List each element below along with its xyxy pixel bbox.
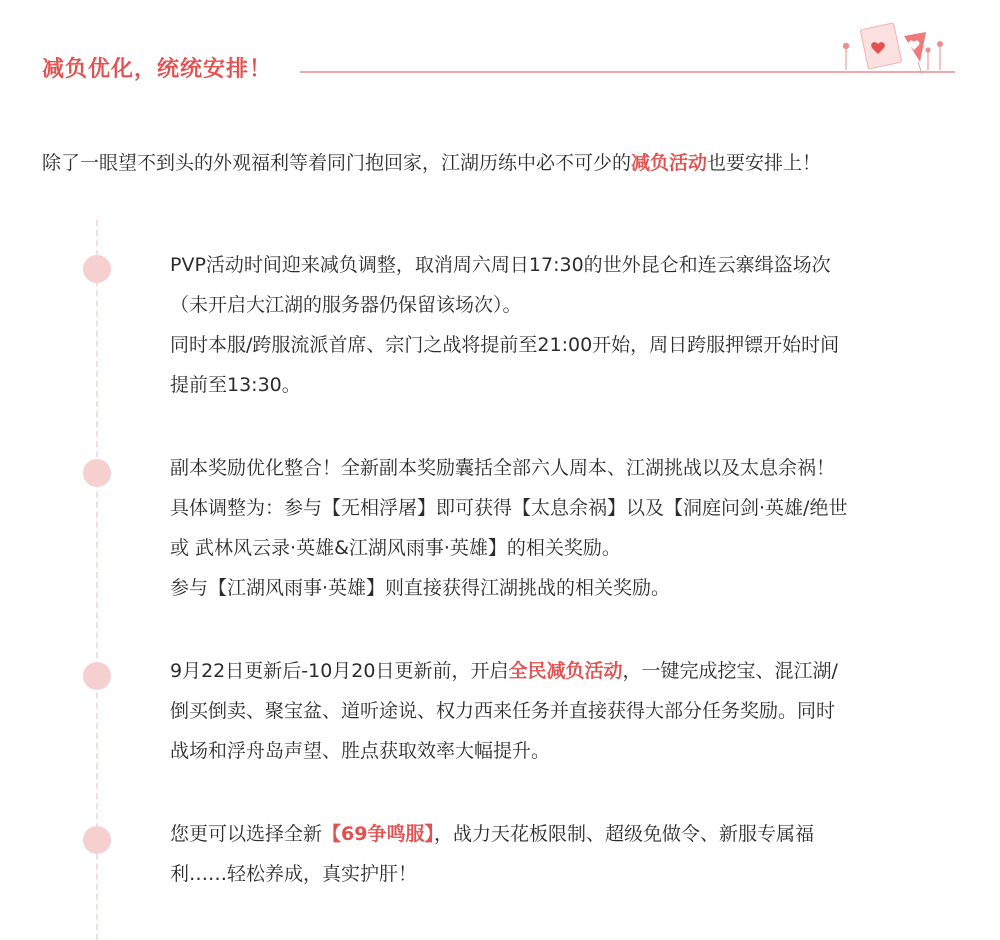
list-item-new-server: [170, 814, 960, 894]
list-item-reduce-burden-event: [170, 651, 960, 771]
item-highlight: 【69争鸣服】: [322, 823, 434, 845]
item-text: 9月22日更新后-10月20日更新前，开启: [170, 660, 509, 682]
item-line: 倒买倒卖、聚宝盆、道听途说、权力西来任务并直接获得大部分任务奖励。同时: [170, 700, 836, 722]
item-line: 同时本服/跨服流派首席、宗门之战将提前至21:00开始，周日跨服押镖开始时间: [170, 334, 840, 356]
item-line: 利……轻松养成，真实护肝！: [170, 863, 418, 885]
item-line: 提前至13:30。: [170, 374, 301, 396]
heart-envelope-icon: [830, 18, 960, 76]
timeline-dot: [83, 662, 111, 690]
item-line: 参与【江湖风雨事·英雄】则直接获得江湖挑战的相关奖励。: [170, 577, 671, 599]
intro-text-end: 也要安排上！: [707, 152, 822, 174]
item-line: PVP活动时间迎来减负调整，取消周六周日17:30的世外昆仑和连云寨缉盗场次: [170, 254, 831, 276]
list-item-pvp-adjustment: [170, 245, 960, 405]
section-header: [0, 0, 1000, 110]
list-item-dungeon-rewards: [170, 448, 960, 608]
section-title: 减负优化，统统安排！: [42, 57, 273, 82]
item-line: [170, 651, 960, 691]
item-text: ，战力天花板限制、超级免做令、新服专属福: [433, 823, 814, 845]
intro-highlight: 减负活动: [631, 152, 708, 174]
item-line: [170, 814, 960, 854]
item-line: 或 武林风云录·英雄&江湖风雨事·英雄】的相关奖励。: [170, 537, 621, 559]
intro-text: 除了一眼望不到头的外观福利等着同门抱回家，江湖历练中必不可少的: [42, 152, 632, 174]
timeline-dot: [83, 826, 111, 854]
item-text: 您更可以选择全新: [170, 823, 323, 845]
item-line: （未开启大江湖的服务器仍保留该场次）。: [170, 294, 522, 316]
item-highlight: 全民减负活动: [508, 660, 623, 682]
item-line: 副本奖励优化整合！全新副本奖励囊括全部六人周本、江湖挑战以及太息余祸！: [170, 457, 836, 479]
item-text: ，一键完成挖宝、混江湖/: [622, 660, 838, 682]
item-line: 具体调整为：参与【无相浮屠】即可获得【太息余祸】以及【洞庭问剑·英雄/绝世: [170, 497, 848, 519]
item-line: 战场和浮舟岛声望、胜点获取效率大幅提升。: [170, 740, 551, 762]
timeline-dot: [83, 459, 111, 487]
intro-paragraph: [42, 148, 972, 178]
timeline-dot: [83, 255, 111, 283]
